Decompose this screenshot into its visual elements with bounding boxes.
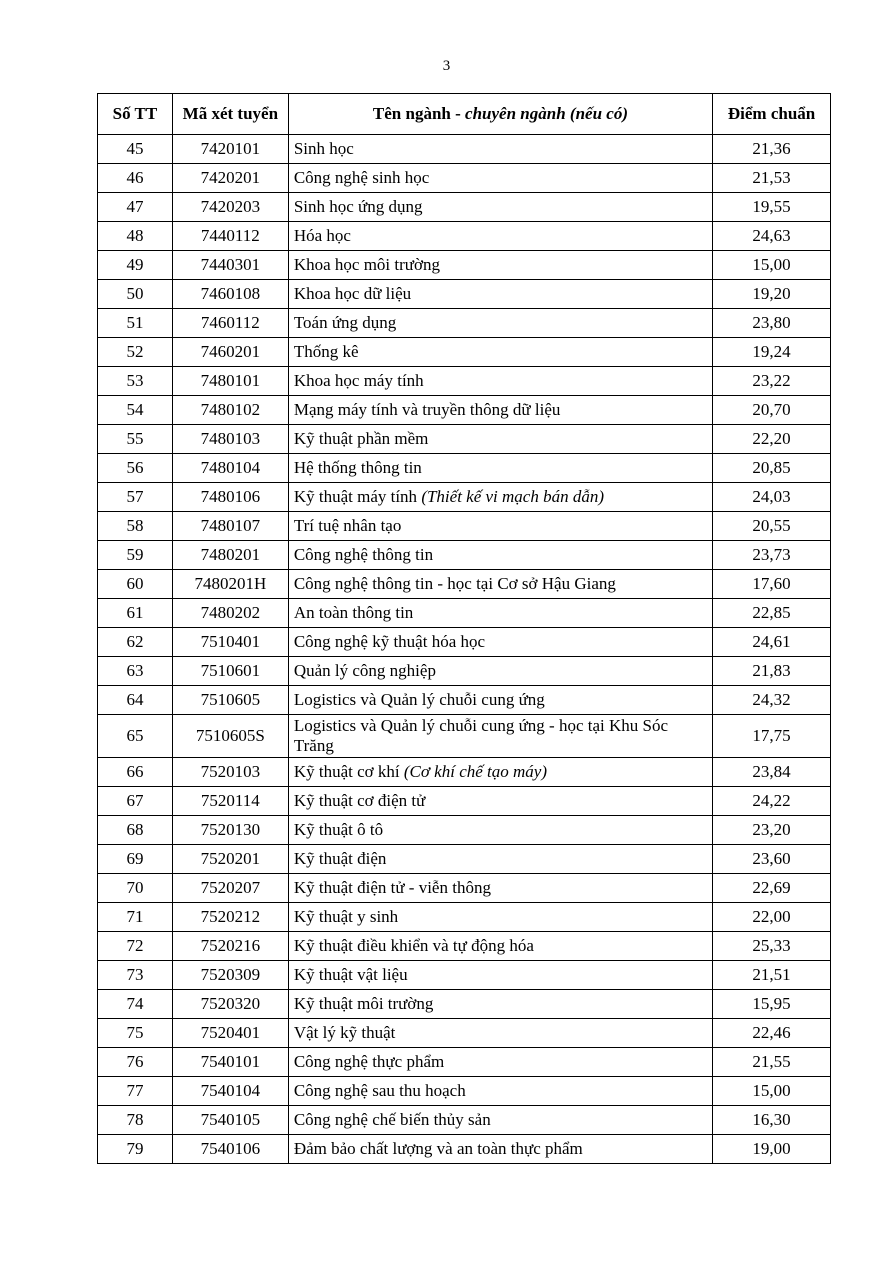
cell-code: 7540106 (172, 1135, 288, 1164)
cell-stt: 55 (98, 425, 173, 454)
cell-code: 7520212 (172, 903, 288, 932)
cell-score: 15,95 (713, 990, 831, 1019)
cell-name (288, 570, 712, 599)
cell-code: 7480107 (172, 512, 288, 541)
major-name: Đảm bảo chất lượng và an toàn thực phẩm (293, 1139, 583, 1158)
cell-score: 15,00 (713, 1077, 831, 1106)
cell-score: 17,75 (713, 715, 831, 758)
table-row (98, 758, 831, 787)
major-name: Công nghệ thông tin - học tại Cơ sở Hậu Giang (293, 574, 616, 593)
cell-score: 23,84 (713, 758, 831, 787)
cell-score: 19,20 (713, 280, 831, 309)
table-row (98, 454, 831, 483)
table-row (98, 715, 831, 758)
table-row (98, 425, 831, 454)
cell-name (288, 816, 712, 845)
table-row (98, 483, 831, 512)
cell-code: 7510605S (172, 715, 288, 758)
specialization-name: (Cơ khí chế tạo máy) (403, 762, 547, 781)
table-row (98, 932, 831, 961)
cell-name (288, 222, 712, 251)
cell-name (288, 787, 712, 816)
table-row (98, 990, 831, 1019)
cell-stt: 59 (98, 541, 173, 570)
cell-name (288, 1048, 712, 1077)
cell-code: 7510605 (172, 686, 288, 715)
cell-name (288, 309, 712, 338)
cell-code: 7440301 (172, 251, 288, 280)
cell-code: 7480103 (172, 425, 288, 454)
cell-code: 7520207 (172, 874, 288, 903)
cell-stt: 74 (98, 990, 173, 1019)
cell-code: 7520216 (172, 932, 288, 961)
cell-name (288, 1135, 712, 1164)
table-row (98, 1019, 831, 1048)
cell-stt: 64 (98, 686, 173, 715)
table-row (98, 367, 831, 396)
major-name: Kỹ thuật y sinh (293, 907, 399, 926)
cell-code: 7420101 (172, 135, 288, 164)
cell-score: 16,30 (713, 1106, 831, 1135)
cell-code: 7510601 (172, 657, 288, 686)
header-stt: Số TT (98, 94, 173, 135)
cell-name (288, 454, 712, 483)
cell-name (288, 280, 712, 309)
cell-code: 7540104 (172, 1077, 288, 1106)
cell-stt: 70 (98, 874, 173, 903)
cell-stt: 68 (98, 816, 173, 845)
page-number: 3 (442, 58, 451, 74)
cell-code: 7480102 (172, 396, 288, 425)
cell-stt: 56 (98, 454, 173, 483)
cell-code: 7520201 (172, 845, 288, 874)
cell-name (288, 1019, 712, 1048)
cell-stt: 46 (98, 164, 173, 193)
cell-name (288, 845, 712, 874)
cell-name (288, 541, 712, 570)
cell-name (288, 251, 712, 280)
specialization-name: (Thiết kế vi mạch bán dẫn) (421, 487, 605, 506)
header-score: Điểm chuẩn (713, 94, 831, 135)
major-name: Công nghệ kỹ thuật hóa học (293, 632, 486, 651)
cell-stt: 77 (98, 1077, 173, 1106)
cell-stt: 47 (98, 193, 173, 222)
cell-name (288, 396, 712, 425)
cell-score: 17,60 (713, 570, 831, 599)
major-name: Kỹ thuật cơ điện tử (293, 791, 426, 810)
cell-stt: 54 (98, 396, 173, 425)
table-row (98, 541, 831, 570)
cell-name (288, 193, 712, 222)
cell-code: 7420201 (172, 164, 288, 193)
cell-stt: 71 (98, 903, 173, 932)
cell-name (288, 990, 712, 1019)
table-row (98, 1106, 831, 1135)
table-header-row (98, 94, 831, 135)
cell-score: 24,32 (713, 686, 831, 715)
cell-code: 7480202 (172, 599, 288, 628)
major-name: Kỹ thuật phần mềm (293, 429, 429, 448)
major-name: Sinh học (293, 139, 354, 158)
header-code: Mã xét tuyển (172, 94, 288, 135)
cell-score: 15,00 (713, 251, 831, 280)
table-row (98, 396, 831, 425)
cell-code: 7440112 (172, 222, 288, 251)
cell-stt: 61 (98, 599, 173, 628)
cell-score: 23,60 (713, 845, 831, 874)
cell-code: 7480104 (172, 454, 288, 483)
cell-stt: 73 (98, 961, 173, 990)
major-name: Trí tuệ nhân tạo (293, 516, 402, 535)
cell-stt: 62 (98, 628, 173, 657)
cell-stt: 67 (98, 787, 173, 816)
table-row (98, 251, 831, 280)
table-row (98, 164, 831, 193)
table-row (98, 599, 831, 628)
cell-code: 7510401 (172, 628, 288, 657)
table-body (98, 135, 831, 1164)
major-name: Kỹ thuật điện (293, 849, 387, 868)
cell-code: 7520320 (172, 990, 288, 1019)
table-row (98, 961, 831, 990)
cell-stt: 57 (98, 483, 173, 512)
cell-code: 7520309 (172, 961, 288, 990)
cell-score: 22,20 (713, 425, 831, 454)
cell-name (288, 1077, 712, 1106)
cell-name (288, 599, 712, 628)
cell-stt: 58 (98, 512, 173, 541)
major-name: Thống kê (293, 342, 359, 361)
cell-stt: 48 (98, 222, 173, 251)
major-name: Kỹ thuật môi trường (293, 994, 434, 1013)
major-name: Kỹ thuật điều khiển và tự động hóa (293, 936, 534, 955)
cell-stt: 79 (98, 1135, 173, 1164)
major-name: Hóa học (293, 226, 351, 245)
cell-name (288, 932, 712, 961)
cell-code: 7460201 (172, 338, 288, 367)
cell-score: 21,53 (713, 164, 831, 193)
cell-code: 7480201H (172, 570, 288, 599)
major-name: Quản lý công nghiệp (293, 661, 436, 680)
major-name: Logistics và Quản lý chuỗi cung ứng - học tại Khu Sóc Trăng (293, 716, 669, 755)
table-row (98, 193, 831, 222)
cell-name (288, 1106, 712, 1135)
major-name: Kỹ thuật cơ khí (293, 762, 404, 781)
cell-score: 21,55 (713, 1048, 831, 1077)
table-row (98, 628, 831, 657)
major-name: Vật lý kỹ thuật (293, 1023, 396, 1042)
table-row (98, 135, 831, 164)
header-name (288, 94, 712, 135)
cell-name (288, 961, 712, 990)
cell-name (288, 686, 712, 715)
cell-score: 19,00 (713, 1135, 831, 1164)
cell-score: 23,20 (713, 816, 831, 845)
major-name: Kỹ thuật máy tính (293, 487, 422, 506)
cell-code: 7520130 (172, 816, 288, 845)
major-name: Công nghệ chế biến thủy sản (293, 1110, 491, 1129)
cell-name (288, 628, 712, 657)
cell-score: 22,00 (713, 903, 831, 932)
cell-code: 7460112 (172, 309, 288, 338)
major-name: Mạng máy tính và truyền thông dữ liệu (293, 400, 561, 419)
cell-name (288, 425, 712, 454)
cell-code: 7480106 (172, 483, 288, 512)
major-name: Khoa học dữ liệu (293, 284, 412, 303)
major-name: Logistics và Quản lý chuỗi cung ứng (293, 690, 545, 709)
cell-code: 7420203 (172, 193, 288, 222)
cell-score: 20,55 (713, 512, 831, 541)
cell-score: 24,03 (713, 483, 831, 512)
header-name-main: Tên ngành (372, 104, 451, 123)
major-name: An toàn thông tin (293, 603, 414, 622)
cell-code: 7540101 (172, 1048, 288, 1077)
cell-name (288, 758, 712, 787)
major-name: Công nghệ thông tin (293, 545, 434, 564)
cell-code: 7520114 (172, 787, 288, 816)
cell-score: 23,22 (713, 367, 831, 396)
cell-stt: 49 (98, 251, 173, 280)
table-row (98, 787, 831, 816)
cell-stt: 78 (98, 1106, 173, 1135)
cell-score: 21,36 (713, 135, 831, 164)
major-name: Khoa học môi trường (293, 255, 440, 274)
table-row (98, 657, 831, 686)
cell-score: 25,33 (713, 932, 831, 961)
cell-name (288, 657, 712, 686)
cell-stt: 69 (98, 845, 173, 874)
cell-name (288, 715, 712, 758)
cell-stt: 52 (98, 338, 173, 367)
major-name: Kỹ thuật ô tô (293, 820, 384, 839)
cell-stt: 66 (98, 758, 173, 787)
cell-score: 22,85 (713, 599, 831, 628)
cell-stt: 51 (98, 309, 173, 338)
cell-code: 7540105 (172, 1106, 288, 1135)
table-row (98, 512, 831, 541)
table-row (98, 845, 831, 874)
cell-name (288, 338, 712, 367)
table-row (98, 1048, 831, 1077)
major-name: Hệ thống thông tin (293, 458, 422, 477)
major-name: Công nghệ sau thu hoạch (293, 1081, 466, 1100)
cell-score: 24,63 (713, 222, 831, 251)
cell-stt: 60 (98, 570, 173, 599)
cell-name (288, 135, 712, 164)
table-row (98, 903, 831, 932)
admission-scores-table (97, 93, 831, 1164)
cell-score: 24,22 (713, 787, 831, 816)
cell-name (288, 367, 712, 396)
cell-name (288, 512, 712, 541)
cell-score: 19,55 (713, 193, 831, 222)
cell-stt: 72 (98, 932, 173, 961)
header-name-italic: chuyên ngành (nếu có) (465, 104, 628, 123)
major-name: Toán ứng dụng (293, 313, 397, 332)
major-name: Khoa học máy tính (293, 371, 424, 390)
cell-stt: 76 (98, 1048, 173, 1077)
header-name-separator: - (450, 104, 466, 123)
cell-stt: 50 (98, 280, 173, 309)
major-name: Công nghệ thực phẩm (293, 1052, 445, 1071)
cell-code: 7460108 (172, 280, 288, 309)
cell-score: 20,70 (713, 396, 831, 425)
cell-code: 7480201 (172, 541, 288, 570)
cell-score: 22,69 (713, 874, 831, 903)
cell-name (288, 164, 712, 193)
cell-name (288, 483, 712, 512)
cell-score: 21,83 (713, 657, 831, 686)
cell-name (288, 874, 712, 903)
cell-code: 7520401 (172, 1019, 288, 1048)
major-name: Kỹ thuật vật liệu (293, 965, 408, 984)
cell-stt: 53 (98, 367, 173, 396)
cell-score: 21,51 (713, 961, 831, 990)
cell-score: 20,85 (713, 454, 831, 483)
table-row (98, 222, 831, 251)
cell-score: 24,61 (713, 628, 831, 657)
cell-score: 22,46 (713, 1019, 831, 1048)
major-name: Sinh học ứng dụng (293, 197, 423, 216)
table-row (98, 1135, 831, 1164)
cell-code: 7480101 (172, 367, 288, 396)
cell-stt: 45 (98, 135, 173, 164)
table-row (98, 338, 831, 367)
cell-stt: 65 (98, 715, 173, 758)
cell-score: 19,24 (713, 338, 831, 367)
cell-code: 7520103 (172, 758, 288, 787)
table-row (98, 280, 831, 309)
major-name: Công nghệ sinh học (293, 168, 430, 187)
table-row (98, 874, 831, 903)
table-row (98, 309, 831, 338)
major-name: Kỹ thuật điện tử - viễn thông (293, 878, 491, 897)
cell-name (288, 903, 712, 932)
table-row (98, 570, 831, 599)
cell-stt: 63 (98, 657, 173, 686)
cell-score: 23,73 (713, 541, 831, 570)
cell-score: 23,80 (713, 309, 831, 338)
table-row (98, 1077, 831, 1106)
table-row (98, 686, 831, 715)
cell-stt: 75 (98, 1019, 173, 1048)
table-row (98, 816, 831, 845)
